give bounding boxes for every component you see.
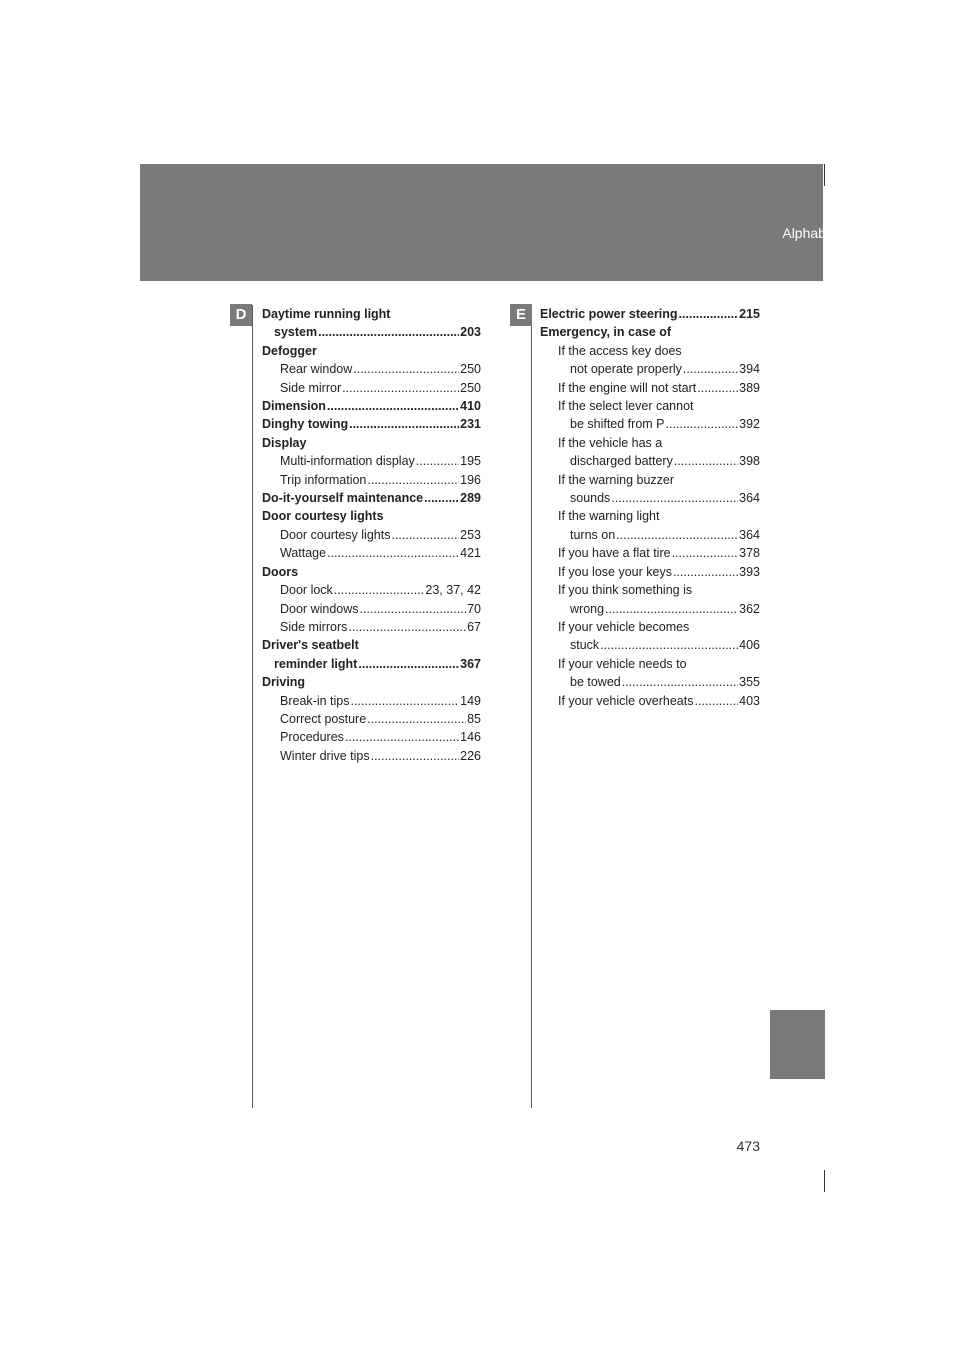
entry-page: 70 xyxy=(467,601,481,616)
entry-text: If your vehicle needs to xyxy=(558,656,687,671)
index-entry xyxy=(540,323,760,341)
index-entry xyxy=(262,489,481,507)
entry-page: 289 xyxy=(460,491,481,506)
index-entry xyxy=(262,728,481,746)
index-entry xyxy=(262,379,481,397)
entry-page: 67 xyxy=(467,619,481,634)
index-entry xyxy=(540,305,760,323)
entry-text: Electric power steering xyxy=(540,307,678,321)
dot-leader xyxy=(683,360,738,378)
entry-text: If you have a flat tire xyxy=(558,546,671,561)
entry-text: not operate properly xyxy=(570,362,682,377)
dot-leader xyxy=(672,544,739,562)
index-column-left xyxy=(262,305,481,765)
entry-page: 85 xyxy=(467,711,481,726)
index-entry xyxy=(262,618,481,636)
index-entry xyxy=(262,471,481,489)
entry-text: Procedures xyxy=(280,730,344,745)
index-entry xyxy=(540,489,760,507)
dot-leader xyxy=(695,692,739,710)
entry-text: sounds xyxy=(570,491,611,506)
dot-leader xyxy=(371,747,460,765)
dot-leader xyxy=(367,710,466,728)
entry-text: Dimension xyxy=(262,399,326,414)
section-title: Alphabetical index xyxy=(782,225,896,241)
dot-leader xyxy=(666,415,739,433)
entry-page: 250 xyxy=(460,380,481,395)
entry-text: stuck xyxy=(570,638,600,653)
index-entry xyxy=(540,360,760,378)
entry-text: turns on xyxy=(570,527,616,542)
entry-page: 410 xyxy=(460,399,481,414)
entry-page: 196 xyxy=(460,472,481,487)
index-entry xyxy=(262,747,481,765)
index-entry xyxy=(540,507,760,525)
entry-text: Do-it-yourself maintenance xyxy=(262,491,424,506)
crop-mark-top xyxy=(824,164,825,186)
dot-leader xyxy=(348,618,466,636)
entry-text: reminder light xyxy=(274,656,358,671)
entry-text: discharged battery xyxy=(570,454,673,469)
entry-text: If the select lever cannot xyxy=(558,399,694,414)
index-entry xyxy=(262,360,481,378)
dot-leader xyxy=(342,379,459,397)
index-entry xyxy=(262,526,481,544)
dot-leader xyxy=(367,471,459,489)
index-entry xyxy=(262,692,481,710)
index-entry xyxy=(262,544,481,562)
dot-leader xyxy=(424,489,459,507)
index-entry xyxy=(262,636,481,654)
dot-leader xyxy=(327,544,459,562)
index-entry xyxy=(262,452,481,470)
entry-text: be shifted from P xyxy=(570,417,665,432)
entry-text: Emergency, in case of xyxy=(540,325,672,340)
index-entry xyxy=(540,526,760,544)
entry-text: If your vehicle becomes xyxy=(558,619,690,634)
dot-leader xyxy=(360,600,467,618)
entry-page: 392 xyxy=(739,417,760,432)
entry-page: 362 xyxy=(739,601,760,616)
entry-text: Rear window xyxy=(280,362,353,377)
entry-page: 250 xyxy=(460,362,481,377)
index-entry xyxy=(540,342,760,360)
entry-text: Door lock xyxy=(280,583,333,598)
entry-text: Driver's seatbelt xyxy=(262,638,359,653)
column-rule-left xyxy=(252,305,253,1108)
index-entry xyxy=(540,636,760,654)
entry-text: Driving xyxy=(262,675,306,690)
entry-page: 226 xyxy=(460,748,481,763)
index-entry xyxy=(262,323,481,341)
entry-text: Door courtesy lights xyxy=(262,509,384,524)
entry-text: Correct posture xyxy=(280,711,367,726)
entry-text: Defogger xyxy=(262,343,317,358)
entry-text: Winter drive tips xyxy=(280,748,370,763)
dot-leader xyxy=(605,600,738,618)
entry-text: If you think something is xyxy=(558,583,693,598)
entry-page: 393 xyxy=(739,564,760,579)
entry-page: 421 xyxy=(460,546,481,561)
index-entry xyxy=(262,415,481,433)
dot-leader xyxy=(349,415,459,433)
entry-page: 398 xyxy=(739,454,760,469)
dot-leader xyxy=(350,692,459,710)
entry-text: wrong xyxy=(570,601,605,616)
entry-text: Doors xyxy=(262,564,299,579)
entry-page: 23, 37, 42 xyxy=(425,583,481,598)
entry-page: 195 xyxy=(460,454,481,469)
crop-mark-bottom xyxy=(824,1170,825,1192)
entry-text: Break-in tips xyxy=(280,693,350,708)
entry-page: 253 xyxy=(460,527,481,542)
entry-page: 403 xyxy=(739,693,760,708)
entry-page: 378 xyxy=(739,546,760,561)
index-entry xyxy=(262,563,481,581)
entry-text: If you lose your keys xyxy=(558,564,672,579)
entry-page: 389 xyxy=(739,380,760,395)
index-entry xyxy=(262,434,481,452)
dot-leader xyxy=(679,305,739,323)
entry-text: If the warning light xyxy=(558,509,660,524)
entry-page: 406 xyxy=(739,638,760,653)
index-entry xyxy=(262,673,481,691)
index-entry xyxy=(262,397,481,415)
index-entry xyxy=(540,618,760,636)
entry-page: 149 xyxy=(460,693,481,708)
index-entry xyxy=(540,655,760,673)
index-entry xyxy=(540,673,760,691)
entry-text: Side mirror xyxy=(280,380,342,395)
dot-leader xyxy=(673,563,738,581)
entry-page: 355 xyxy=(739,675,760,690)
entry-page: 146 xyxy=(460,730,481,745)
letter-marker-e: E xyxy=(510,304,532,326)
index-entry xyxy=(262,710,481,728)
entry-page: 364 xyxy=(739,491,760,506)
index-entry xyxy=(540,692,760,710)
entry-text: Multi-information display xyxy=(280,454,415,469)
index-entry xyxy=(262,342,481,360)
entry-text: Door courtesy lights xyxy=(280,527,391,542)
index-column-right xyxy=(540,305,760,710)
dot-leader xyxy=(697,379,738,397)
dot-leader xyxy=(318,323,459,341)
dot-leader xyxy=(353,360,459,378)
entry-page: 231 xyxy=(460,417,481,432)
dot-leader xyxy=(611,489,738,507)
entry-page: 203 xyxy=(460,325,481,340)
index-entry xyxy=(262,507,481,525)
index-entry xyxy=(540,581,760,599)
entry-text: system xyxy=(274,325,318,340)
index-entry xyxy=(540,600,760,618)
index-entry xyxy=(540,415,760,433)
entry-text: If the access key does xyxy=(558,343,682,358)
letter-marker-d: D xyxy=(230,304,252,326)
entry-text: Trip information xyxy=(280,472,367,487)
dot-leader xyxy=(391,526,459,544)
dot-leader xyxy=(345,728,459,746)
dot-leader xyxy=(334,581,425,599)
dot-leader xyxy=(674,452,738,470)
entry-page: 394 xyxy=(739,362,760,377)
index-entry xyxy=(262,581,481,599)
entry-text: If your vehicle overheats xyxy=(558,693,694,708)
entry-text: be towed xyxy=(570,675,621,690)
entry-page: 364 xyxy=(739,527,760,542)
dot-leader xyxy=(622,673,738,691)
entry-text: If the warning buzzer xyxy=(558,472,675,487)
thumb-index-tab xyxy=(770,1010,825,1079)
index-entry xyxy=(540,563,760,581)
dot-leader xyxy=(358,655,459,673)
index-entry xyxy=(540,471,760,489)
entry-page: 215 xyxy=(739,307,760,321)
header-band xyxy=(140,164,823,281)
index-entry xyxy=(540,397,760,415)
index-entry xyxy=(540,434,760,452)
entry-page: 367 xyxy=(460,656,481,671)
column-rule-right xyxy=(531,305,532,1108)
dot-leader xyxy=(600,636,738,654)
entry-text: Door windows xyxy=(280,601,359,616)
dot-leader xyxy=(616,526,738,544)
entry-text: Wattage xyxy=(280,546,327,561)
dot-leader xyxy=(416,452,459,470)
entry-text: Dinghy towing xyxy=(262,417,349,432)
entry-text: Display xyxy=(262,435,307,450)
entry-text: Daytime running light xyxy=(262,307,391,321)
entry-text: If the vehicle has a xyxy=(558,435,663,450)
index-entry xyxy=(540,544,760,562)
page-number: 473 xyxy=(736,1138,760,1154)
index-entry xyxy=(262,600,481,618)
index-entry xyxy=(262,305,481,323)
entry-text: Side mirrors xyxy=(280,619,348,634)
entry-text: If the engine will not start xyxy=(558,380,697,395)
dot-leader xyxy=(327,397,459,415)
index-entry xyxy=(540,452,760,470)
index-entry xyxy=(540,379,760,397)
index-entry xyxy=(262,655,481,673)
